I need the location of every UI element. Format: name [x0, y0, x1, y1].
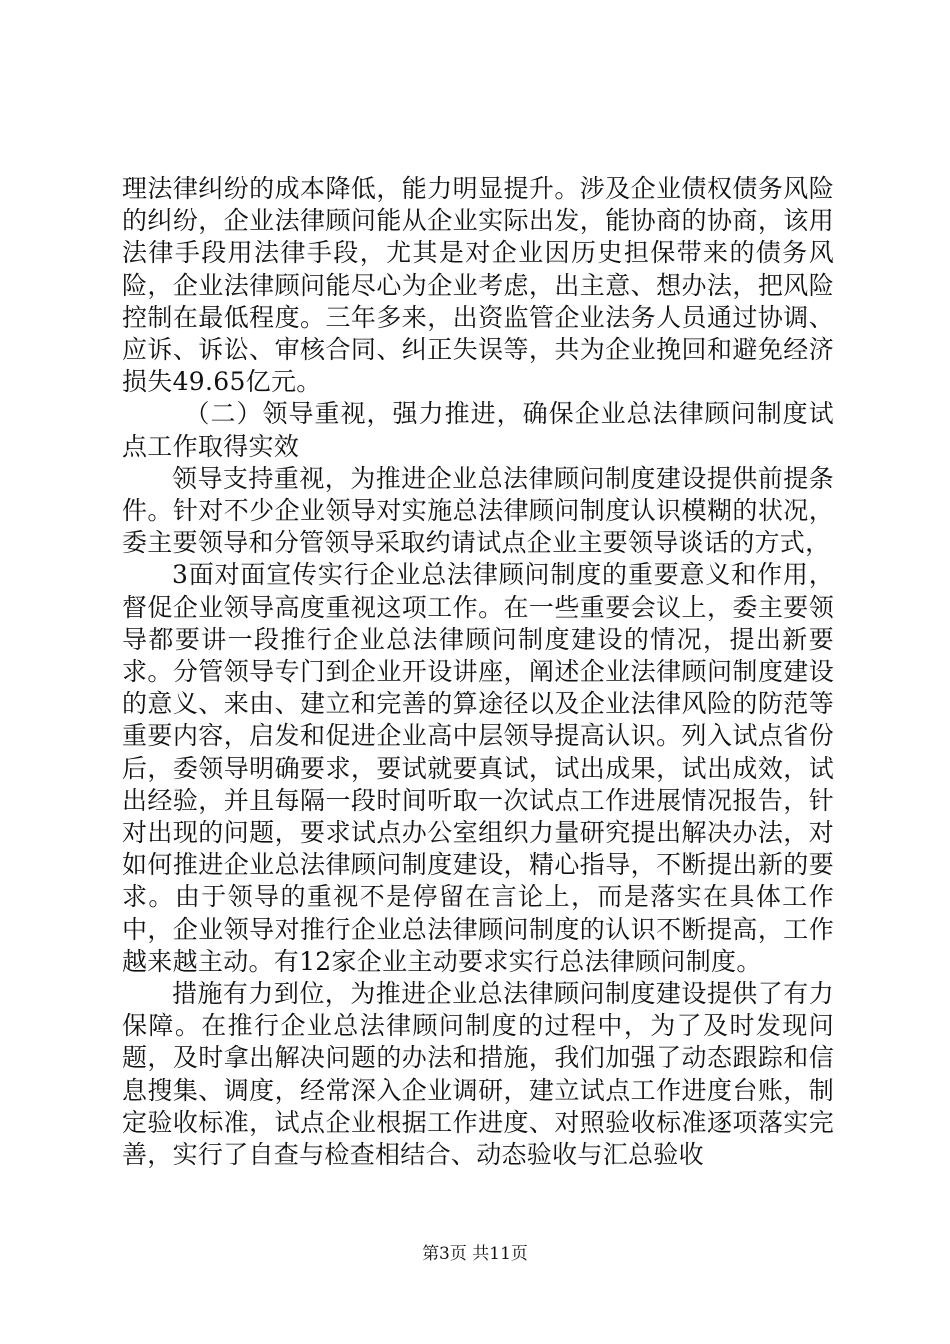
- paragraph-continuation: 理法律纠纷的成本降低，能力明显提升。涉及企业债权债务风险的纠纷，企业法律顾问能从企业实际出发，能协商的协商，该用法律手段用法律手段，尤其是对企业因历史担保带来的债务风险，企业法律顾问能尽心为企业考虑，出主意、想办法，把风险控制在最低程度。三年多来，出资监管企业法务人员通过协调、应诉、诉讼、审核合同、纠正失误等，共为企业挽回和避免经济损失49.65亿元。: [122, 174, 834, 397]
- document-body: [122, 173, 834, 1171]
- paragraph-measures: 措施有力到位，为推进企业总法律顾问制度建设提供了有力保障。在推行企业总法律顾问制度的过程中，为了及时发现问题，及时拿出解决问题的办法和措施，我们加强了动态跟踪和信息搜集、调度，经常深入企业调研，建立试点工作进度台账，制定验收标准，试点企业根据工作进度、对照验收标准逐项落实完善，实行了自查与检查相结合、动态验收与汇总验收: [122, 979, 834, 1170]
- section-heading: （二）领导重视，强力推进，确保企业总法律顾问制度试点工作取得实效: [122, 399, 834, 461]
- paragraph-face-to-face: 3面对面宣传实行企业总法律顾问制度的重要意义和作用，督促企业领导高度重视这项工作。在一些重要会议上，委主要领导都要讲一段推行企业总法律顾问制度建设的情况，提出新要求。分管领导专门到企业开设讲座，阐述企业法律顾问制度建设的意义、来由、建立和完善的算途径以及企业法律风险的防范等重要内容，启发和促进企业高中层领导提高认识。列入试点省份后，委领导明确要求，要试就要真试，试出成果，试出成效，试出经验，并且每隔一段时间听取一次试点工作进展情况报告，针对出现的问题，要求试点办公室组织力量研究提出解决办法，对如何推进企业总法律顾问制度建设，精心指导，不断提出新的要求。由于领导的重视不是停留在言论上，而是落实在具体工作中，企业领导对推行企业总法律顾问制度的认识不断提高，工作越来越主动。有12家企业主动要求实行总法律顾问制度。: [122, 560, 834, 976]
- page-number-footer: 第3页 共11页: [422, 1244, 528, 1264]
- paragraph-leadership-support: 领导支持重视，为推进企业总法律顾问制度建设提供前提条件。针对不少企业领导对实施总法律顾问制度认识模糊的状况，委主要领导和分管领导采取约请试点企业主要领导谈话的方式，: [122, 463, 834, 558]
